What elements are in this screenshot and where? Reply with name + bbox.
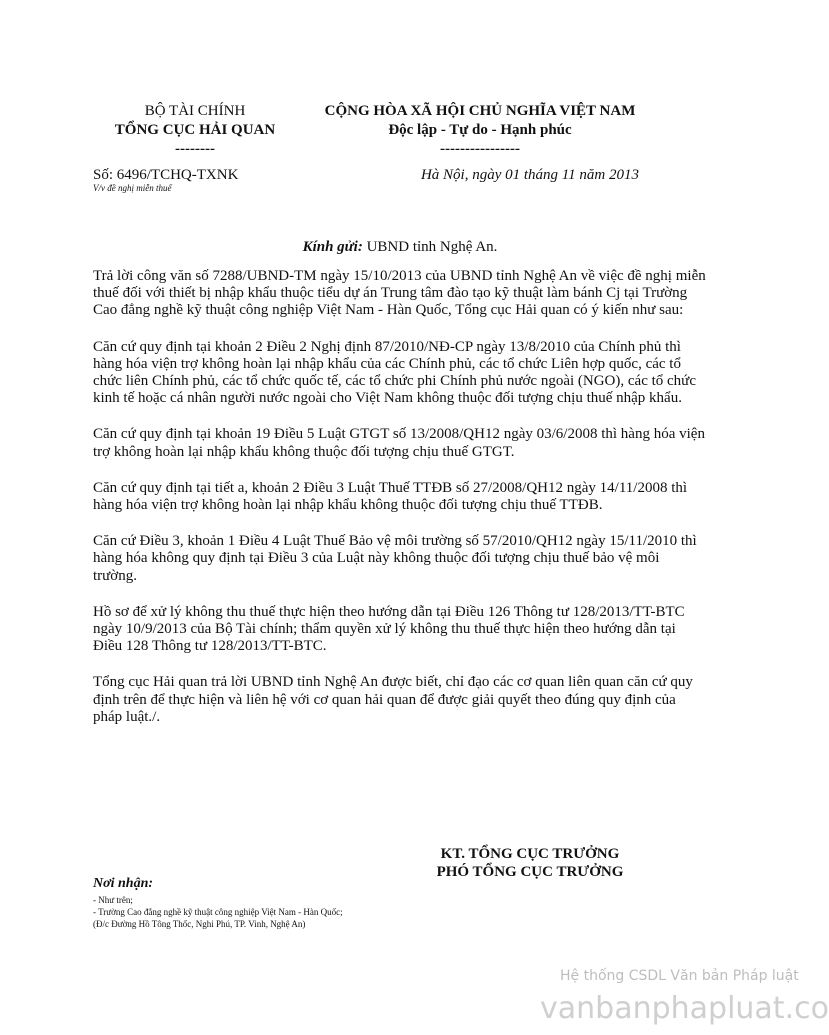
- signature-position: PHÓ TỔNG CỤC TRƯỞNG: [436, 864, 624, 880]
- document-number: Số: 6496/TCHQ-TXNK: [93, 167, 239, 183]
- body-paragraph: Tổng cục Hải quan trả lời UBND tỉnh Nghệ An được biết, chỉ đạo các cơ quan liên quan căn cứ quy định trên để thực hiện và liên hệ với cơ quan hải quan để được giải quyết theo đúng quy định của pháp luật./.: [93, 674, 693, 725]
- body-paragraph: Căn cứ Điều 3, khoản 1 Điều 4 Luật Thuế Bảo vệ môi trường số 57/2010/QH12 ngày 15/11/2010 thì hàng hóa không quy định tại Điều 3 của Luật này không thuộc đối tượng chịu thuế bảo vệ môi trường.: [93, 533, 697, 584]
- date-line: Hà Nội, ngày 01 tháng 11 năm 2013: [420, 167, 640, 183]
- watermark-caption: Hệ thống CSDL Văn bản Pháp luật: [560, 968, 799, 984]
- recipient-item: (Đ/c Đường Hồ Tông Thốc, Nghi Phú, TP. Vinh, Nghệ An): [93, 919, 306, 929]
- watermark-site: vanbanphapluat.co: [540, 991, 829, 1026]
- national-header: [300, 102, 660, 159]
- issuer-divider: --------: [175, 141, 215, 157]
- ministry-name: BỘ TÀI CHÍNH: [144, 103, 246, 119]
- recipients-list: [93, 894, 383, 930]
- body-paragraph: Trả lời công văn số 7288/UBND-TM ngày 15/10/2013 của UBND tỉnh Nghệ An về việc đề nghị miễn thuế đối với thiết bị nhập khẩu thuộc tiểu dự án Trung tâm đào tạo kỹ thuật làm bánh Cj tại Trường Cao đẳng nghề kỹ thuật công nghiệp Việt Nam - Hàn Quốc, Tổng cục Hải quan có ý kiến như sau:: [93, 268, 706, 319]
- body-paragraph: Hồ sơ để xử lý không thu thuế thực hiện theo hướng dẫn tại Điều 126 Thông tư 128/2013/TT-BTC ngày 10/9/2013 của Bộ Tài chính; thẩm quyền xử lý không thu thuế thực hiện theo hướng dẫn tại Điều 128 Thông tư 128/2013/TT-BTC.: [93, 603, 685, 655]
- issuer-header: [80, 102, 310, 159]
- document-subject: V/v đề nghị miễn thuế: [93, 183, 172, 193]
- recipient-item: - Như trên;: [93, 895, 133, 905]
- body-paragraph: Căn cứ quy định tại tiết a, khoản 2 Điều 3 Luật Thuế TTĐB số 27/2008/QH12 ngày 14/11/2008 thì hàng hóa viện trợ không hoàn lại nhập khẩu không thuộc đối tượng chịu thuế TTĐB.: [93, 479, 688, 514]
- signature-title: KT. TỔNG CỤC TRƯỞNG: [440, 846, 620, 862]
- body-paragraph: Căn cứ quy định tại khoản 19 Điều 5 Luật GTGT số 13/2008/QH12 ngày 03/6/2008 thì hàng hóa viện trợ không hoàn lại nhập khẩu không thuộc đối tượng chịu thuế GTGT.: [93, 426, 705, 460]
- letter-body: [93, 268, 707, 745]
- recipient-line: [93, 238, 707, 256]
- recipient-name: UBND tỉnh Nghệ An.: [366, 239, 498, 255]
- recipients-title: Nơi nhận:: [93, 876, 154, 891]
- signature-block: [380, 845, 680, 881]
- motto-divider: ----------------: [440, 141, 520, 157]
- recipient-label: Kính gửi:: [302, 239, 363, 255]
- national-motto: Độc lập - Tự do - Hạnh phúc: [388, 122, 572, 138]
- recipient-item: - Trường Cao đẳng nghề kỹ thuật công nghiệp Việt Nam - Hàn Quốc;: [93, 907, 343, 917]
- department-name: TỔNG CỤC HẢI QUAN: [114, 122, 276, 138]
- body-paragraph: Căn cứ quy định tại khoản 2 Điều 2 Nghị định 87/2010/NĐ-CP ngày 13/8/2010 của Chính phủ thì hàng hóa viện trợ không hoàn lại nhập khẩu của các Chính phủ, các tổ chức Liên hợp quốc, các tổ chức liên Chính phủ, các tổ chức quốc tế, các tổ chức phi Chính phủ nước ngoài (NGO), các tổ chức kinh tế hoặc cá nhân người nước ngoài cho Việt Nam không thuộc đối tượng chịu thuế nhập khẩu.: [93, 338, 696, 407]
- country-name: CỘNG HÒA XÃ HỘI CHỦ NGHĨA VIỆT NAM: [324, 103, 636, 119]
